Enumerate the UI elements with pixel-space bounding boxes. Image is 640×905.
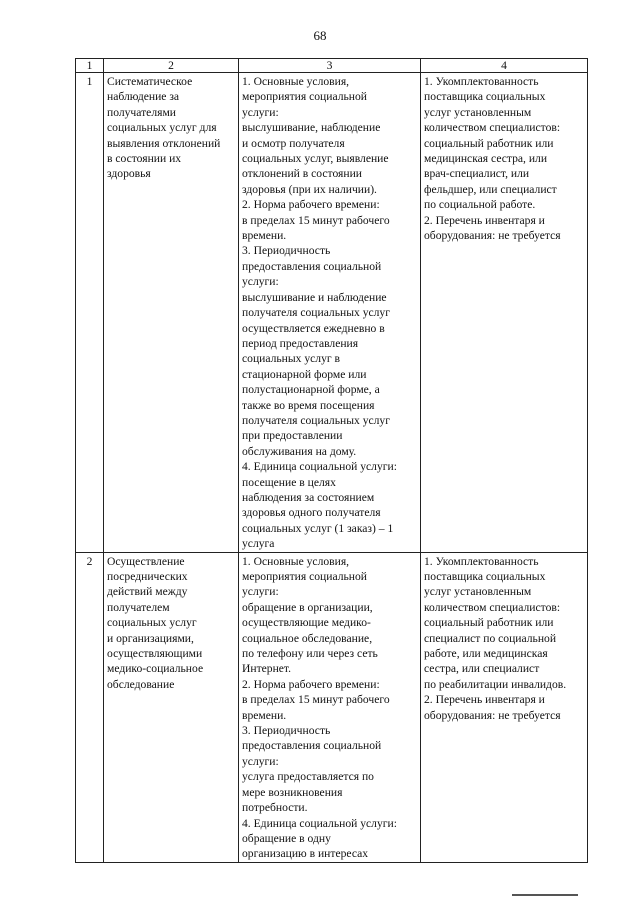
text-line: наблюдение за [107, 90, 180, 104]
text-line: оборудования: не требуется [424, 229, 561, 243]
text-line: действий между [107, 585, 188, 599]
text-line: 3. Периодичность [242, 724, 331, 738]
text-line: посещение в целях [242, 475, 336, 489]
text-line: осуществляется ежедневно в [242, 321, 385, 335]
text-line: обследование [107, 677, 175, 691]
text-line: выявления отклонений [107, 136, 221, 150]
text-line: специалист по социальной [424, 631, 557, 645]
text-line: 4. Единица социальной услуги: [242, 460, 397, 474]
text-line: времени. [242, 708, 287, 722]
text-line: социальное обследование, [242, 631, 373, 645]
text-line: социальных услуг (1 заказ) – 1 [242, 521, 394, 535]
text-line: получателя социальных услуг [242, 306, 390, 320]
text-line: времени. [242, 229, 287, 243]
text-line: услуга [242, 537, 275, 551]
text-line: организацию в интересах [242, 847, 369, 861]
text-line: осуществляющими [107, 647, 203, 661]
text-line: по реабилитации инвалидов. [424, 677, 567, 691]
text-line: осуществляющие медико- [242, 616, 371, 630]
text-line: количеством специалистов: [424, 121, 561, 135]
text-line: услуг установленным [424, 105, 532, 119]
text-line: услуги: [242, 585, 279, 599]
text-line: услуги: [242, 105, 279, 119]
text-line: Интернет. [242, 662, 292, 676]
text-line: получателем [107, 600, 170, 614]
text-line: мероприятия социальной [242, 90, 367, 104]
text-line: выслушивание и наблюдение [242, 290, 387, 304]
service-name-cell [104, 552, 239, 862]
text-line: социальный работник или [424, 616, 554, 630]
header-col-4: 4 [421, 59, 588, 73]
text-line: социальных услуг [107, 616, 197, 630]
text-line: врач-специалист, или [424, 167, 530, 181]
service-conditions-cell [239, 73, 421, 553]
service-conditions-cell [239, 552, 421, 862]
text-line: сестра, или специалист [424, 662, 540, 676]
text-line: также во время посещения [242, 398, 375, 412]
text-line: предоставления социальной [242, 739, 382, 753]
text-line: обслуживания на дому. [242, 444, 357, 458]
header-col-1: 1 [76, 59, 104, 73]
text-line: услуги: [242, 275, 279, 289]
text-line: обращение в одну [242, 831, 331, 845]
text-line: получателями [107, 105, 176, 119]
text-line: потребности. [242, 801, 308, 815]
text-line: 4. Единица социальной услуги: [242, 816, 397, 830]
text-line: период предоставления [242, 336, 359, 350]
text-line: обращение в организации, [242, 600, 373, 614]
text-line: социальный работник или [424, 136, 554, 150]
text-line: 2. Норма рабочего времени: [242, 198, 380, 212]
service-requirements-cell [421, 552, 588, 862]
text-line: и осмотр получателя [242, 136, 345, 150]
text-line: 3. Периодичность [242, 244, 331, 258]
text-line: социальных услуг в [242, 352, 341, 366]
text-line: 2. Норма рабочего времени: [242, 677, 380, 691]
header-col-3: 3 [239, 59, 421, 73]
text-line: поставщика социальных [424, 90, 546, 104]
text-line: фельдшер, или специалист [424, 182, 557, 196]
text-line: в пределах 15 минут рабочего [242, 213, 390, 227]
text-line: предоставления социальной [242, 259, 382, 273]
text-line: 2. Перечень инвентаря и [424, 213, 545, 227]
text-line: медико-социальное [107, 662, 204, 676]
service-name-cell [104, 73, 239, 553]
text-line: Осуществление [107, 554, 185, 568]
text-line: количеством специалистов: [424, 600, 561, 614]
scan-mark [512, 894, 578, 896]
text-line: получателя социальных услуг [242, 413, 390, 427]
text-line: оборудования: не требуется [424, 708, 561, 722]
text-line: здоровья [107, 167, 151, 181]
text-line: при предоставлении [242, 429, 343, 443]
text-line: поставщика социальных [424, 570, 546, 583]
text-line: наблюдения за состоянием [242, 490, 375, 504]
table-row [76, 552, 588, 862]
row-number: 2 [76, 552, 104, 862]
text-line: работе, или медицинская [424, 647, 548, 661]
text-line: услуга предоставляется по [242, 770, 374, 784]
text-line: социальных услуг, выявление [242, 152, 389, 166]
text-line: в состоянии их [107, 152, 182, 166]
services-table [75, 58, 588, 863]
text-line: здоровья одного получателя [242, 506, 381, 520]
text-line: мероприятия социальной [242, 570, 367, 583]
text-line: отклонений в состоянии [242, 167, 362, 181]
text-line: выслушивание, наблюдение [242, 121, 381, 135]
text-line: полустационарной форме, а [242, 383, 380, 397]
text-line: социальных услуг для [107, 121, 217, 135]
text-line: посреднических [107, 570, 188, 583]
text-line: 2. Перечень инвентаря и [424, 693, 545, 707]
text-line: в пределах 15 минут рабочего [242, 693, 390, 707]
service-requirements-cell [421, 73, 588, 553]
row-number: 1 [76, 73, 104, 553]
text-line: медицинская сестра, или [424, 152, 548, 166]
text-line: 1. Укомплектованность [424, 75, 539, 88]
text-line: 1. Основные условия, [242, 554, 350, 568]
text-line: 1. Основные условия, [242, 75, 350, 88]
page-number: 68 [313, 28, 327, 43]
text-line: по телефону или через сеть [242, 647, 378, 661]
text-line: Систематическое [107, 75, 193, 88]
text-line: услуги: [242, 754, 279, 768]
text-line: услуг установленным [424, 585, 532, 599]
text-line: и организациями, [107, 631, 194, 645]
text-line: по социальной работе. [424, 198, 536, 212]
text-line: 1. Укомплектованность [424, 554, 539, 568]
table-row [76, 73, 588, 553]
table-header-row [76, 59, 588, 73]
text-line: мере возникновения [242, 785, 343, 799]
header-col-2: 2 [104, 59, 239, 73]
text-line: стационарной форме или [242, 367, 367, 381]
text-line: здоровья (при их наличии). [242, 182, 377, 196]
